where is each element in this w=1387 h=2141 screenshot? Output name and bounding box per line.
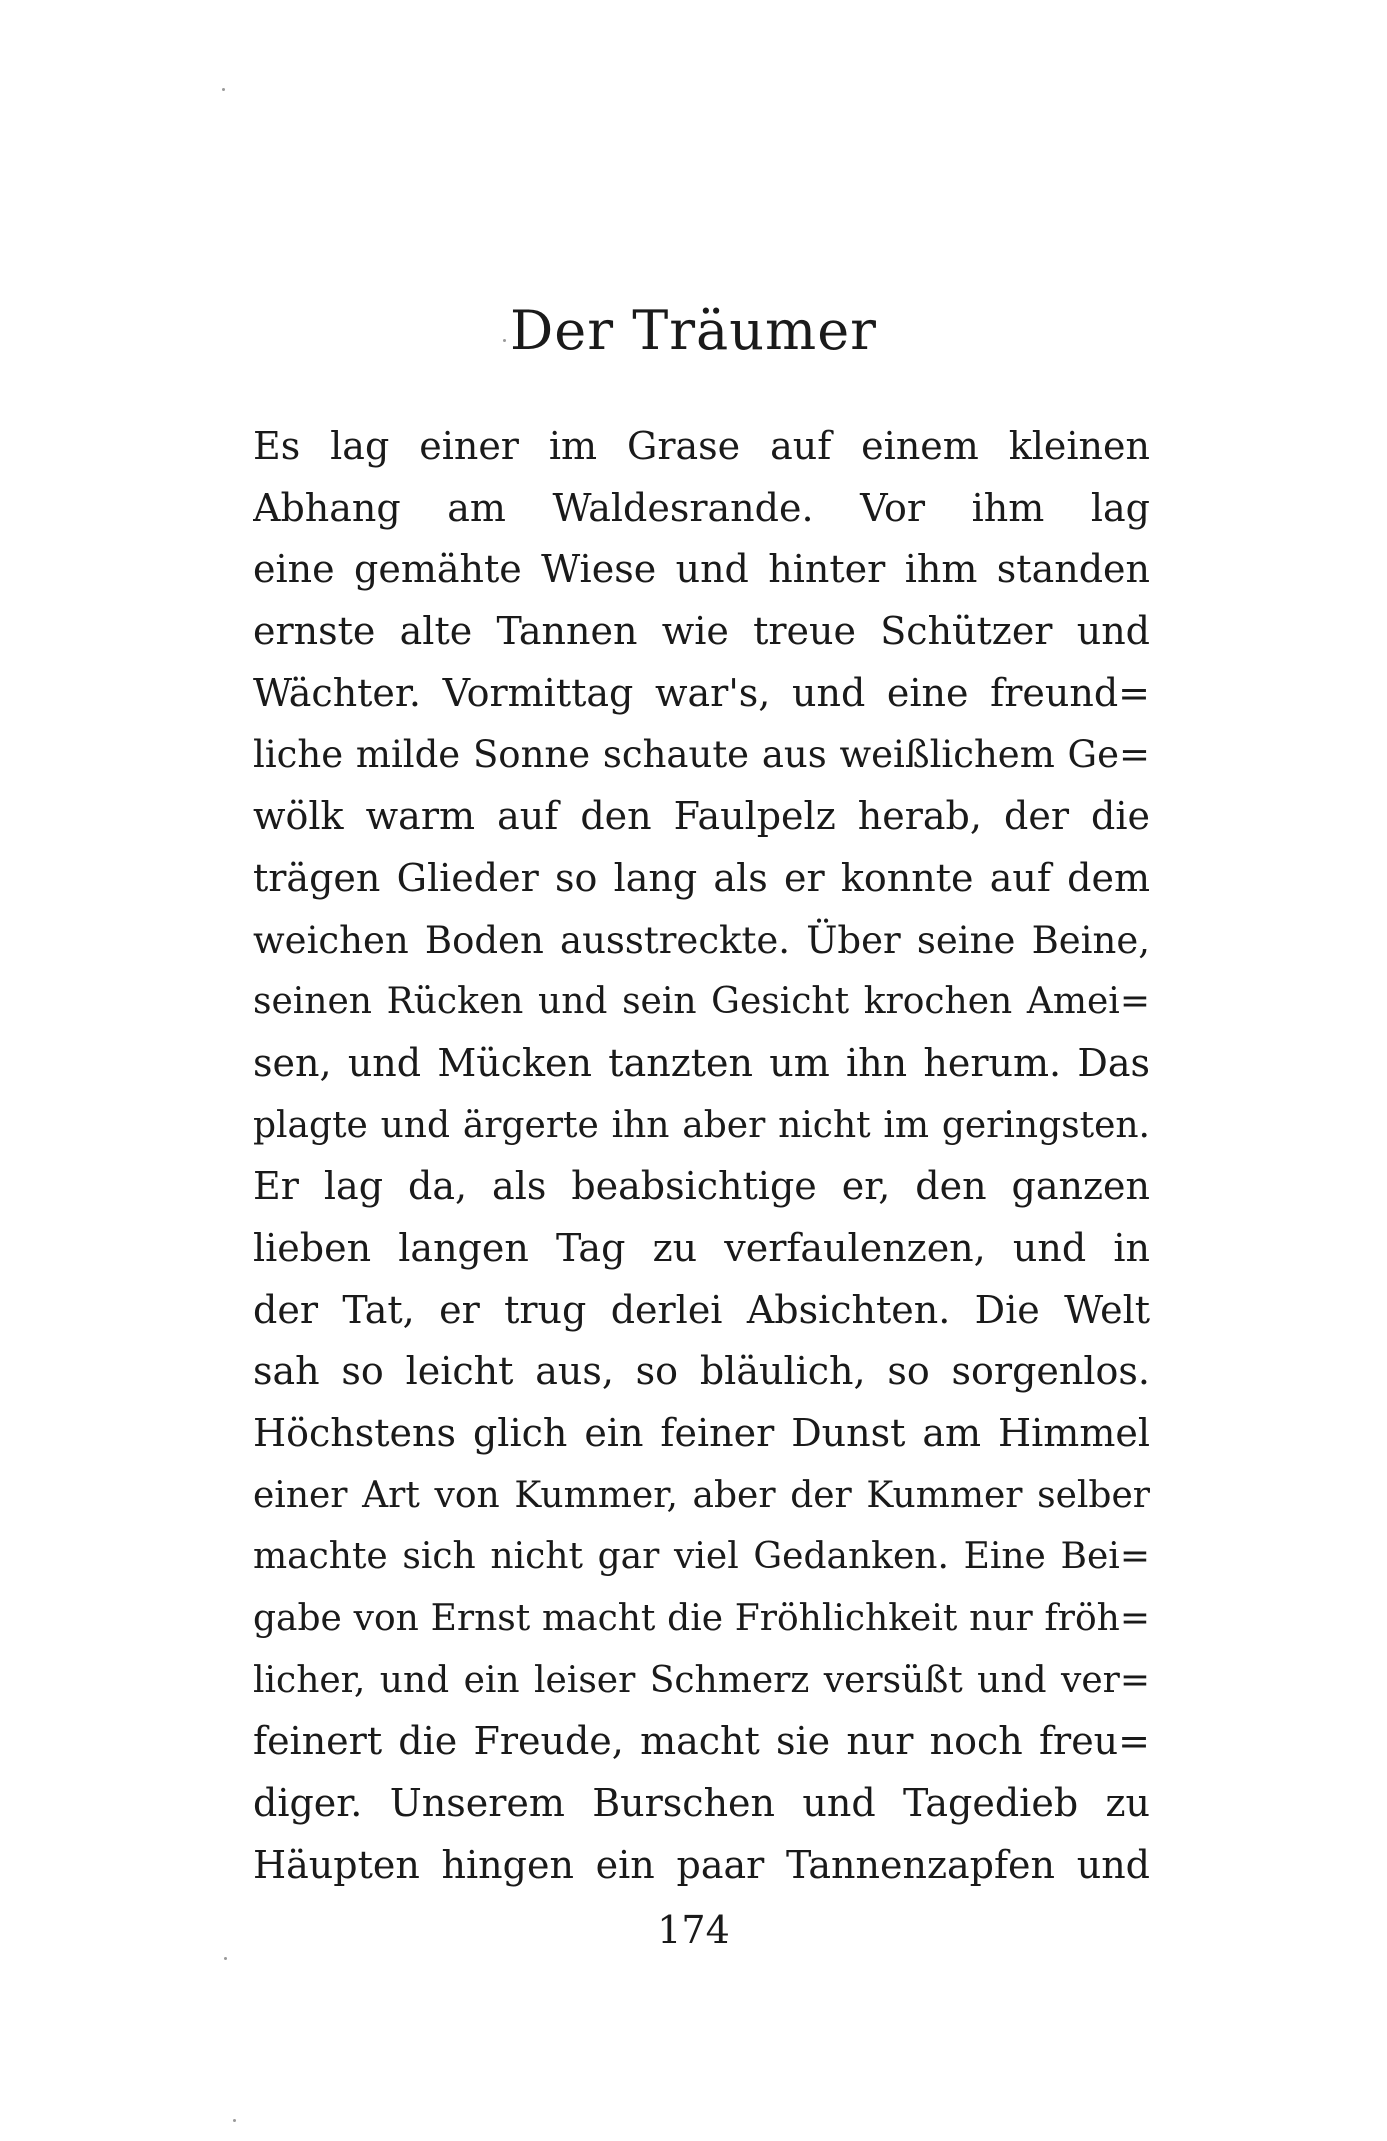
- text-line: Wächter. Vormittag war's, und eine freund=: [253, 670, 1150, 715]
- text-line: lieben langen Tag zu verfaulenzen, und in: [253, 1225, 1150, 1270]
- text-line: trägen Glieder so lang als er konnte auf dem: [253, 855, 1150, 900]
- text-line: ernste alte Tannen wie treue Schützer und: [253, 609, 1150, 654]
- text-line: plagte und ärgerte ihn aber nicht im geringsten.: [253, 1104, 1150, 1146]
- text-line: wölk warm auf den Faulpelz herab, der die: [253, 794, 1150, 839]
- text-line: Höchstens glich ein feiner Dunst am Himmel: [253, 1411, 1150, 1455]
- text-line: seinen Rücken und sein Gesicht krochen Amei=: [253, 981, 1150, 1023]
- paper-speck: [222, 88, 225, 91]
- text-line: Häupten hingen ein paar Tannenzapfen und: [253, 1842, 1150, 1887]
- text-line: Abhang am Waldesrande. Vor ihm lag: [253, 485, 1150, 530]
- text-line: der Tat, er trug derlei Absichten. Die Welt: [253, 1287, 1150, 1332]
- text-line: eine gemähte Wiese und hinter ihm standen: [253, 547, 1150, 592]
- text-line: licher, und ein leiser Schmerz versüßt und ver=: [253, 1659, 1150, 1701]
- text-line: gabe von Ernst macht die Fröhlichkeit nur fröh=: [253, 1598, 1150, 1640]
- text-line: feinert die Freude, macht sie nur noch freu=: [253, 1719, 1150, 1764]
- paper-speck: [224, 1957, 227, 1960]
- body-text: [253, 416, 1150, 1897]
- text-line: Es lag einer im Grase auf einem kleinen: [253, 424, 1150, 468]
- chapter-title: Der Träumer: [509, 299, 877, 362]
- text-line: liche milde Sonne schaute aus weißlichem Ge=: [253, 733, 1150, 777]
- page-number: 174: [657, 1908, 730, 1952]
- text-line: weichen Boden ausstreckte. Über seine Beine,: [253, 918, 1150, 962]
- paper-speck: [233, 2119, 236, 2122]
- text-line: Er lag da, als beabsichtige er, den ganzen: [253, 1164, 1150, 1209]
- text-line: sah so leicht aus, so bläulich, so sorgenlos.: [253, 1349, 1150, 1394]
- text-line: diger. Unserem Burschen und Tagedieb zu: [253, 1781, 1150, 1826]
- text-line: sen, und Mücken tanzten um ihn herum. Das: [253, 1040, 1150, 1085]
- text-line: einer Art von Kummer, aber der Kummer selber: [253, 1474, 1150, 1516]
- text-line: machte sich nicht gar viel Gedanken. Eine Bei=: [253, 1536, 1150, 1578]
